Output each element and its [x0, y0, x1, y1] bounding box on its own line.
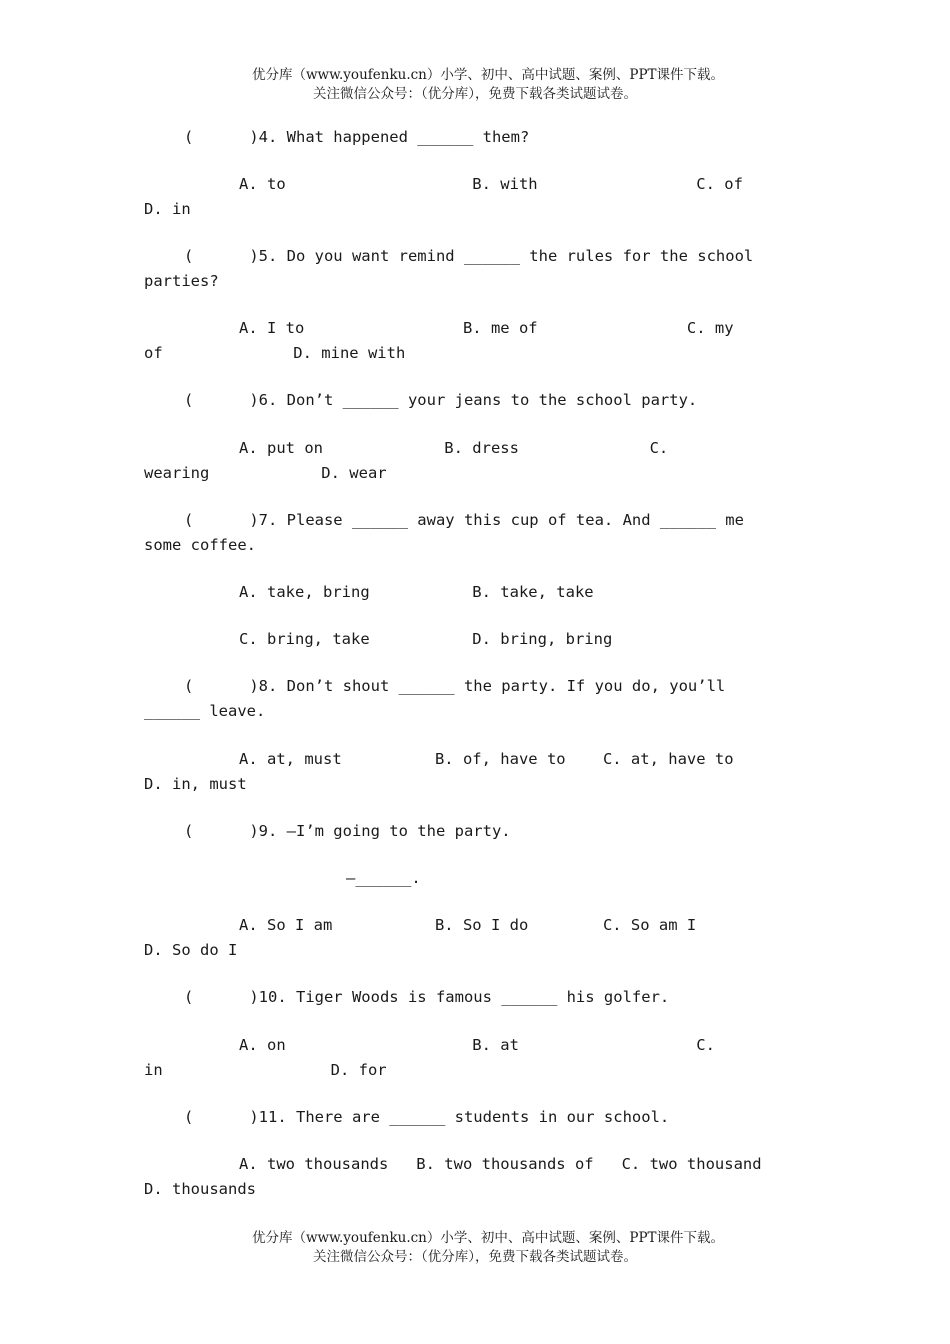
question-5-options-cont: of D. mine with [144, 344, 406, 362]
question-4-stem: ( )4. What happened ______ them? [184, 128, 530, 146]
question-5-stem: ( )5. Do you want remind ______ the rules for the school [184, 247, 754, 265]
question-7-options-2: C. bring, take D. bring, bring [239, 630, 613, 648]
question-5-options: A. I to B. me of C. my [239, 319, 734, 337]
question-9-reply: —______. [346, 869, 421, 887]
question-7-stem: ( )7. Please ______ away this cup of tea. And ______ me [184, 511, 744, 529]
question-8-stem: ( )8. Don’t shout ______ the party. If you do, you’ll [184, 677, 726, 695]
question-4-options: A. to B. with C. of [239, 175, 743, 193]
question-5-stem-cont: parties? [144, 272, 219, 290]
question-6-stem: ( )6. Don’t ______ your jeans to the school party. [184, 391, 698, 409]
question-7-stem-cont: some coffee. [144, 536, 256, 554]
question-6-options: A. put on B. dress C. [239, 439, 669, 457]
header-line-1: 优分库（www.youfenku.cn）小学、初中、高中试题、案例、PPT课件下载。 [251, 67, 725, 83]
footer-line-1: 优分库（www.youfenku.cn）小学、初中、高中试题、案例、PPT课件下载。 [251, 1230, 725, 1246]
question-11-stem: ( )11. There are ______ students in our school. [184, 1108, 670, 1126]
question-10-options-cont: in D. for [144, 1061, 387, 1079]
question-4-options-cont: D. in [144, 200, 191, 218]
question-11-options-cont: D. thousands [144, 1180, 256, 1198]
question-10-stem: ( )10. Tiger Woods is famous ______ his golfer. [184, 988, 670, 1006]
page-header [0, 66, 950, 104]
header-line-2: 关注微信公众号：（优分库），免费下载各类试题试卷。 [313, 86, 637, 102]
question-8-options-cont: D. in, must [144, 775, 247, 793]
question-11-options: A. two thousands B. two thousands of C. two thousand [239, 1155, 762, 1173]
question-8-options: A. at, must B. of, have to C. at, have to [239, 750, 734, 768]
question-9-stem: ( )9. —I’m going to the party. [184, 822, 511, 840]
question-6-options-cont: wearing D. wear [144, 464, 387, 482]
question-9-options: A. So I am B. So I do C. So am I [239, 916, 697, 934]
question-9-options-cont: D. So do I [144, 941, 238, 959]
page-footer [0, 1229, 950, 1267]
question-10-options: A. on B. at C. [239, 1036, 715, 1054]
question-7-options-1: A. take, bring B. take, take [239, 583, 594, 601]
footer-line-2: 关注微信公众号：（优分库），免费下载各类试题试卷。 [313, 1249, 637, 1265]
question-8-stem-cont: ______ leave. [144, 702, 266, 720]
